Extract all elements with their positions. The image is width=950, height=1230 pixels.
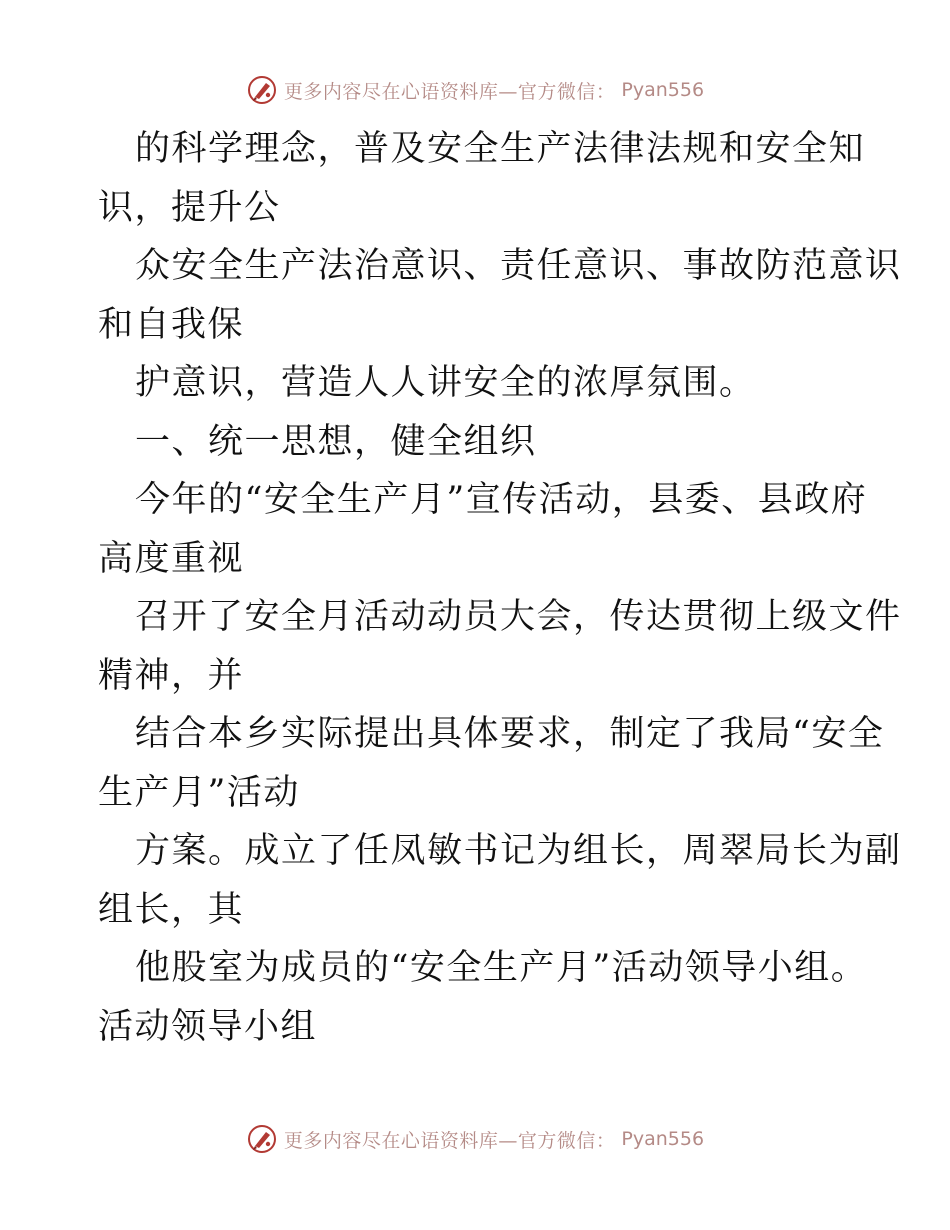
text-line: 和自我保 xyxy=(98,304,245,345)
text-line: 召开了安全月活动动员大会，传达贯彻上级文件 xyxy=(135,597,902,637)
text-line: 众安全生产法治意识、责任意识、事故防范意识 xyxy=(135,246,902,286)
quill-pen-logo-icon xyxy=(246,74,278,106)
text-line: 活动领导小组 xyxy=(98,1006,318,1047)
header-watermark xyxy=(0,70,950,110)
text-line: 生产月”活动 xyxy=(98,772,300,813)
text-line: 精神，并 xyxy=(98,655,245,696)
watermark-wechat-id: Pyan556 xyxy=(621,79,705,101)
footer-watermark xyxy=(0,1119,950,1159)
text-line: 的科学理念，普及安全生产法律法规和安全知 xyxy=(135,129,866,169)
watermark-text: 更多内容尽在心语资料库—官方微信： xyxy=(283,1129,616,1152)
text-line: 方案。成立了任凤敏书记为组长，周翠局长为副 xyxy=(135,831,902,871)
watermark-wechat-id: Pyan556 xyxy=(621,1128,705,1150)
text-line: 他股室为成员的“安全生产月”活动领导小组。 xyxy=(135,948,868,988)
text-line: 一、统一思想，健全组织 xyxy=(135,421,537,462)
document-body xyxy=(98,120,902,1056)
text-line: 护意识，营造人人讲安全的浓厚氛围。 xyxy=(135,363,756,403)
text-line: 结合本乡实际提出具体要求，制定了我局“安全 xyxy=(135,714,885,754)
text-line: 组长，其 xyxy=(98,889,245,930)
text-line: 今年的“安全生产月”宣传活动，县委、县政府 xyxy=(135,480,868,520)
text-line: 高度重视 xyxy=(98,538,245,579)
text-line: 识，提升公 xyxy=(98,187,281,228)
watermark-text: 更多内容尽在心语资料库—官方微信： xyxy=(283,80,616,103)
quill-pen-logo-icon xyxy=(246,1123,278,1155)
